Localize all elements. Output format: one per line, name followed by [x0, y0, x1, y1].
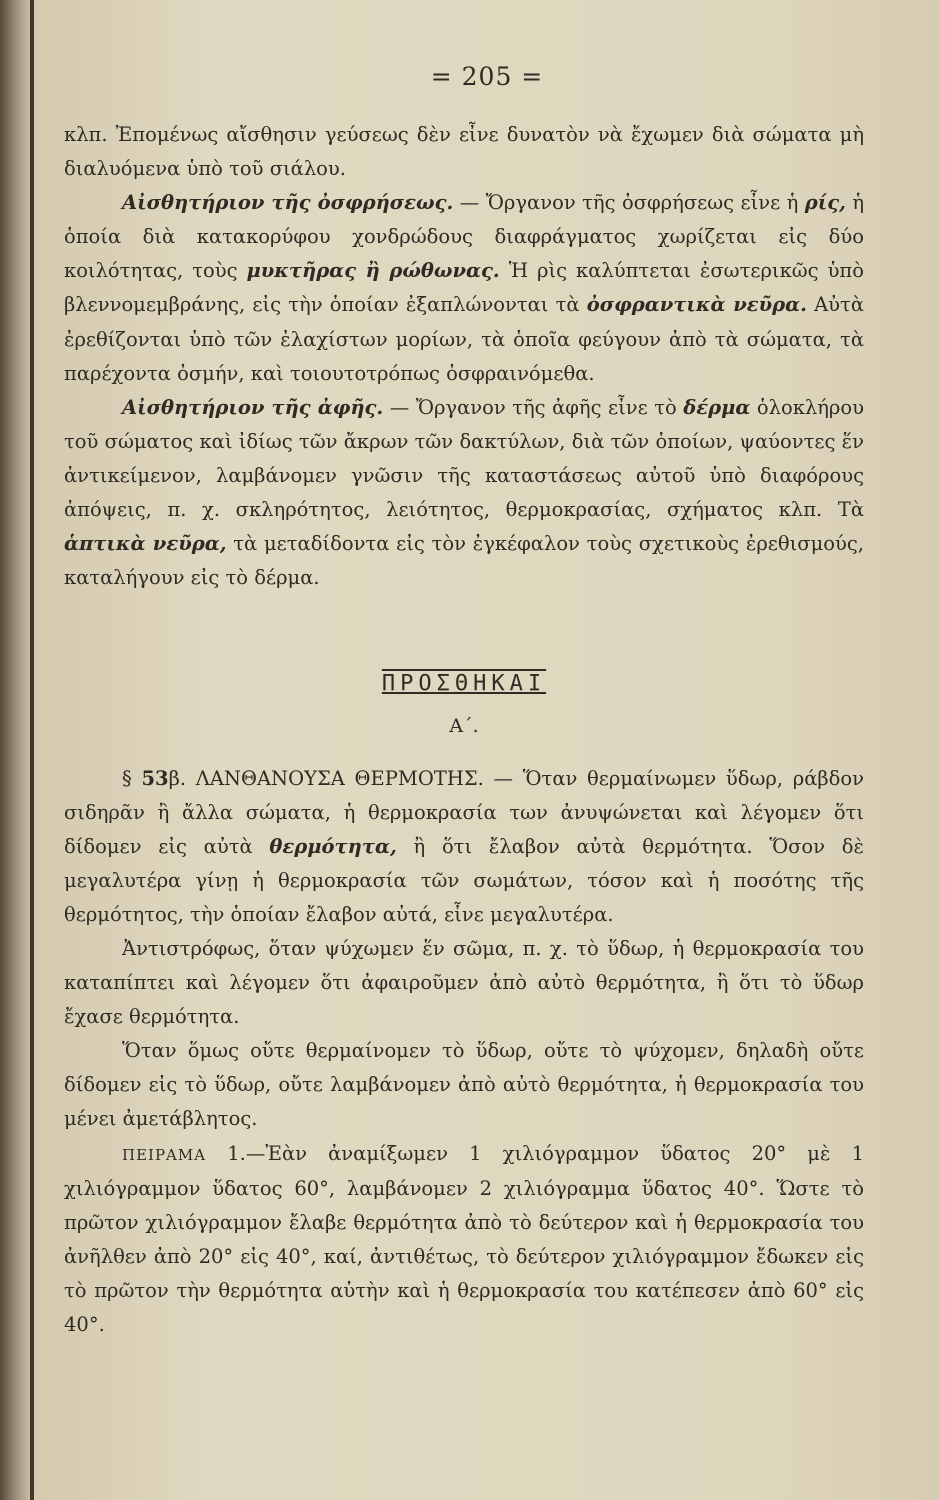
- paragraph-cooling: [64, 932, 864, 1034]
- text-run: ἡ ὁποία διὰ κατακορύφου χονδρώδους διαφράγματος χωρίζεται εἰς δύο κοιλότητας, τοὺς: [64, 191, 865, 283]
- paragraph-constant: [64, 1034, 864, 1136]
- paragraph-latent-heat: [64, 762, 864, 932]
- paragraph-experiment: [64, 1137, 864, 1343]
- section-number: 53: [141, 766, 169, 790]
- paragraph-touch: [64, 391, 864, 596]
- book-binding-edge: [0, 0, 30, 1500]
- paragraph-heading: Αἰσθητήριον τῆς ἀφῆς.: [122, 395, 384, 419]
- text-run: — Ὅταν θερμαίνωμεν ὕδωρ, ράβδον σιδηρᾶν ἢ ἄλλα σώματα, ἡ θερμοκρασία των ἀνυψώνεται καὶ λέγομεν ὅτι δίδομεν εἰς αὐτὰ: [64, 766, 864, 858]
- paragraph-heading: Αἰσθητήριον τῆς ὀσφρήσεως.: [122, 191, 454, 215]
- text-run: — Ὄργανον τῆς ἀφῆς εἶνε τὸ: [383, 395, 684, 419]
- section-heading: ΠΡΟΣΘΗΚΑΙ: [381, 671, 547, 697]
- emphasis-term: θερμότητα,: [269, 834, 397, 858]
- text-run: τὰ μεταδίδοντα εἰς τὸν ἐγκέφαλον τοὺς σχετικοὺς ἐρεθισμούς, καταλήγουν εἰς τὸ δέρμα.: [64, 532, 864, 590]
- text-run: — Ὄργανον τῆς ὀσφρήσεως εἶνε ἡ: [453, 191, 805, 215]
- text-run: Ὅταν ὅμως οὔτε θερμαίνομεν τὸ ὕδωρ, οὔτε τὸ ψύχομεν, δηλαδὴ οὔτε δίδομεν εἰς τὸ ὕδωρ, οὔτε λαμβάνομεν ἀπὸ αὐτὸ θερμότητα, ἡ θερμοκρασία του μένει ἀμετάβλητος.: [64, 1039, 864, 1131]
- section-subheading: Α΄.: [449, 715, 479, 738]
- section-spacer: [64, 595, 864, 663]
- emphasis-term: ὀσφραντικὰ νεῦρα.: [586, 293, 807, 317]
- emphasis-term: μυκτῆρας ἢ ρώθωνας.: [246, 259, 500, 283]
- book-page: [34, 0, 940, 1500]
- page-text: [64, 118, 864, 1342]
- emphasis-term: ρίς,: [804, 191, 846, 215]
- text-run: ἢ ὅτι ἔλαβον αὐτὰ θερμότητα. Ὅσον δὲ μεγαλυτέρα γίνῃ ἡ θερμοκρασία τῶν σωμάτων, τόσον καὶ ἡ ποσότης τῆς θερμότητος, τὴν ὁποίαν ἔλαβον αὐτά, εἶνε μεγαλυτέρα.: [64, 834, 864, 926]
- paragraph-taste-end: [64, 118, 864, 186]
- section-sign: §: [122, 766, 142, 790]
- experiment-label: ΠΕΙΡΑΜΑ: [122, 1145, 207, 1164]
- emphasis-term: ἁπτικὰ νεῦρα,: [64, 532, 227, 556]
- text-run: 1.—Ἐὰν ἀναμίξωμεν 1 χιλιόγραμμον ὕδατος 20° μὲ 1 χιλιόγραμμον ὕδατος 60°, λαμβάνομεν 2 χιλιόγραμμα ὕδατος 40°. Ὥστε τὸ πρῶτον χιλιόγραμμον ἔλαβε θερμότητα ἀπὸ τὸ δεύτερον καὶ ἡ θερμοκρασία του ἀνῆλθεν ἀπὸ 20° εἰς 40°, καί, ἀντιθέτως, τὸ δεύτερον χιλιόγραμμον ἔδωκεν εἰς τὸ πρῶτον τὴν θερμότητα αὐτὴν καὶ ἡ θερμοκρασία του κατέπεσεν ἀπὸ 60° εἰς 40°.: [64, 1141, 864, 1336]
- section-title: β. ΛΑΝΘΑΝΟΥΣΑ ΘΕΡΜΟΤΗΣ.: [168, 766, 484, 790]
- paragraph-smell: [64, 186, 864, 391]
- text-run: Ἀντιστρόφως, ὅταν ψύχωμεν ἕν σῶμα, π. χ. τὸ ὕδωρ, ἡ θερμοκρασία του καταπίπτει καὶ λέγομεν ὅτι ἀφαιροῦμεν ἀπὸ αὐτὸ θερμότητα, ἢ ὅτι τὸ ὕδωρ ἔχασε θερμότητα.: [64, 936, 864, 1029]
- text-run: Ἡ ρὶς καλύπτεται ἐσωτερικῶς ὑπὸ βλεννομεμβράνης, εἰς τὴν ὁποίαν ἐξαπλώνονται τὰ: [64, 259, 864, 317]
- text-run: Αὐτὰ ἐρεθίζονται ὑπὸ τῶν ἐλαχίστων μορίων, τὰ ὁποῖα φεύγουν ἀπὸ τὰ σώματα, τὰ παρέχοντα ὀσμήν, καὶ τοιουτοτρόπως ὀσφραινόμεθα.: [64, 293, 864, 385]
- emphasis-term: δέρμα: [683, 395, 751, 419]
- text-run: κλπ. Ἐπομένως αἴσθησιν γεύσεως δὲν εἶνε δυνατὸν νὰ ἔχωμεν διὰ σώματα μὴ διαλυόμενα ὑπὸ τοῦ σιάλου.: [64, 123, 864, 181]
- text-run: ὁλοκλήρου τοῦ σώματος καὶ ἰδίως τῶν ἄκρων τῶν δακτύλων, διὰ τῶν ὁποίων, ψαύοντες ἕν ἀντικείμενον, λαμβάνομεν γνῶσιν τῆς καταστάσεως αὐτοῦ ὑπὸ διαφόρους ἀπόψεις, π. χ. σκληρότητος, λειότητος, θερμοκρασίας, σχήματος κλπ. Τὰ: [64, 395, 864, 522]
- page-number: = 205 =: [430, 62, 544, 91]
